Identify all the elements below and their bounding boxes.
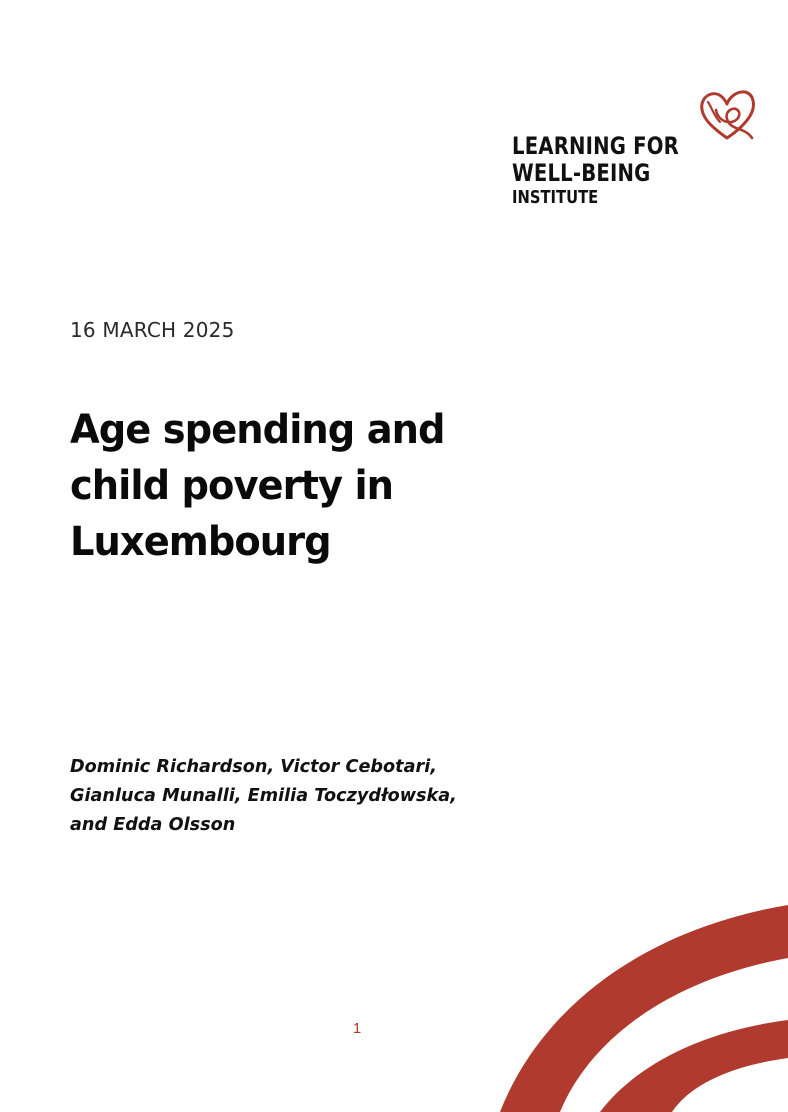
logo-wordmark (512, 134, 716, 211)
logo-line-learning-for: LEARNING FOR (512, 132, 679, 160)
document-title (70, 402, 490, 570)
authors-line-1: Dominic Richardson, Victor Cebotari, (70, 756, 437, 777)
publication-date: 16 MARCH 2025 (70, 318, 235, 342)
title-line-3: Luxembourg (70, 519, 331, 565)
authors-line-2: Gianluca Munalli, Emilia Toczydłowska, (70, 785, 457, 806)
page-number: 1 (352, 1020, 362, 1037)
logo-line-institute: INSTITUTE (512, 187, 599, 208)
title-line-2: child poverty in (70, 463, 394, 509)
swoosh-upper (500, 905, 788, 1112)
swoosh-lower (600, 1020, 788, 1112)
institute-logo (512, 88, 762, 218)
author-list (70, 752, 530, 839)
logo-line-well-being: WELL-BEING (512, 159, 651, 187)
authors-line-3: and Edda Olsson (70, 814, 236, 835)
title-line-1: Age spending and (70, 407, 445, 453)
